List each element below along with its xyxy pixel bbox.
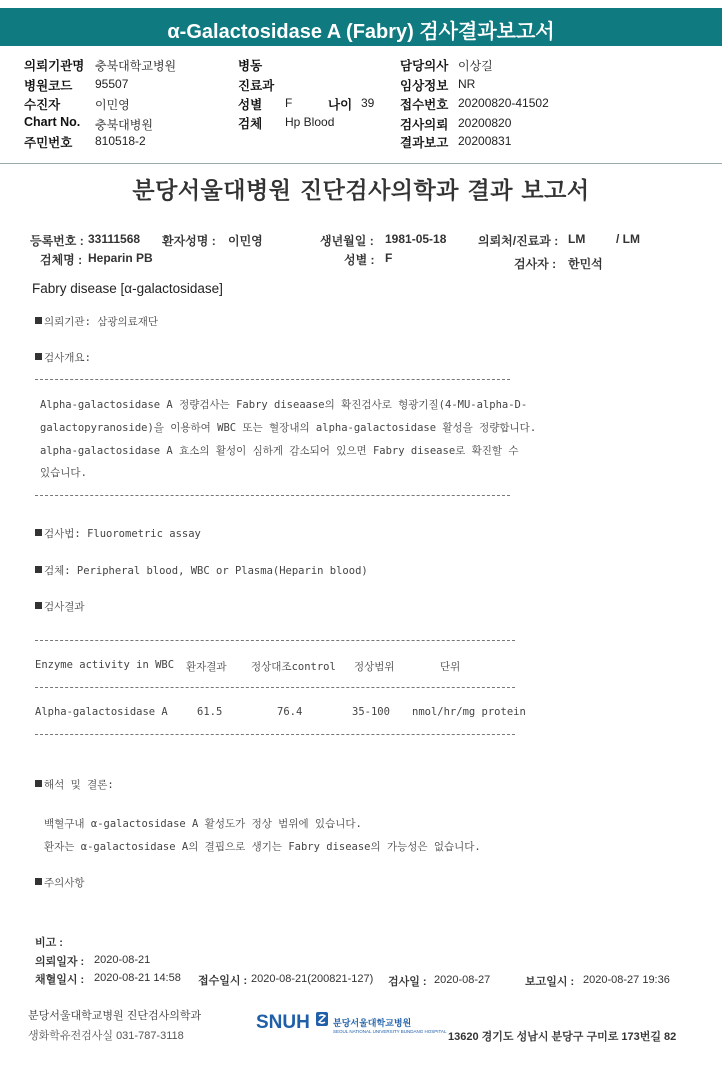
resident-no-label: 주민번호 <box>24 136 73 150</box>
bullet-square <box>35 566 42 573</box>
reg-no-value: 33111568 <box>88 232 141 246</box>
bullet-square <box>35 353 42 360</box>
bullet-square <box>35 317 42 324</box>
receipt-no-value: 20200820-41502 <box>458 96 549 110</box>
bullet-square <box>35 529 42 536</box>
overview-line-1: Alpha-galactosidase A 정량검사는 Fabry diseaase의 확진검사로 형광기질(4-MU-alpha-D- <box>40 399 528 411</box>
org-name: 분당서울대학교병원 진단검사의학과 <box>28 1010 202 1022</box>
ward-label: 병동 <box>238 59 263 73</box>
receipt-no-label: 접수번호 <box>400 98 449 112</box>
request-date-label: 의뢰일자 : <box>35 956 85 968</box>
header-divider <box>0 163 722 164</box>
patient-label: 환자성명 : <box>162 234 216 248</box>
note-label: 비고 : <box>35 937 63 949</box>
institution-value: 충북대학교병원 <box>95 59 177 73</box>
bullet-square <box>35 780 42 787</box>
dashed-divider <box>35 379 510 380</box>
institution-line: 의뢰기관: 삼광의료재단 <box>35 314 158 329</box>
specimen-label: 검체 <box>238 117 263 131</box>
specimen-value-report: Heparin PB <box>88 251 153 265</box>
report-main-title: α-Galactosidase A (Fabry) 검사결과보고서 <box>167 21 555 43</box>
age-label: 나이 <box>328 98 353 112</box>
dept-label-report: 의뢰처/진료과 : <box>478 234 559 248</box>
report-date-value: 2020-08-27 19:36 <box>583 974 670 986</box>
hospital-code-label: 병원코드 <box>24 79 73 93</box>
specimen-value: Hp Blood <box>285 115 335 129</box>
snuh-logo-mark-icon <box>316 1012 328 1026</box>
clinical-label: 임상정보 <box>400 79 449 93</box>
institution-label: 의뢰기관명 <box>24 59 85 73</box>
table-cell-unit: nmol/hr/mg protein <box>412 706 526 718</box>
table-header-range: 정상범위 <box>354 661 395 673</box>
sex-value-report: F <box>385 251 393 265</box>
report-date-label: 보고일시 : <box>525 976 575 988</box>
collect-value: 2020-08-21 14:58 <box>94 972 181 984</box>
table-cell-control: 76.4 <box>277 706 303 718</box>
table-cell-patient: 61.5 <box>197 706 223 718</box>
doctor-label: 담당의사 <box>400 59 449 73</box>
test-date-value: 2020-08-27 <box>434 974 491 986</box>
report-label: 결과보고 <box>400 136 449 150</box>
receipt-value: 2020-08-21(200821-127) <box>251 973 374 985</box>
sex-label: 성별 <box>238 98 263 112</box>
table-header-control: 정상대조control <box>251 661 336 673</box>
request-value: 20200820 <box>458 116 512 130</box>
dashed-divider <box>35 734 515 735</box>
interpretation-heading: 해석 및 결론: <box>35 777 114 792</box>
bullet-square <box>35 602 42 609</box>
dashed-divider <box>35 687 515 688</box>
dashed-divider <box>35 640 515 641</box>
dept-value: LM <box>568 232 586 246</box>
collect-label: 채혈일시 : <box>35 974 85 986</box>
request-label: 검사의뢰 <box>400 118 449 132</box>
interpretation-line-2: 환자는 α-galactosidase A의 결핍으로 생기는 Fabry disease의 가능성은 없습니다. <box>44 841 481 853</box>
resident-no-value: 810518-2 <box>95 134 146 148</box>
table-header-patient: 환자결과 <box>186 661 227 673</box>
report-header-bar <box>0 8 722 46</box>
chart-no-label: Chart No. <box>24 115 81 129</box>
examiner-value: 한민석 <box>568 257 603 271</box>
table-header-enzyme: Enzyme activity in WBC <box>35 659 175 671</box>
overview-line-3: alpha-galactosidase A 효소의 활성이 심하게 감소되어 있으면 Fabry disease로 확진할 수 <box>40 445 519 457</box>
overview-line-4: 있습니다. <box>40 467 87 479</box>
sex-label-report: 성별 : <box>344 253 375 267</box>
bullet-square <box>35 878 42 885</box>
reg-no-label: 등록번호 : <box>30 234 84 248</box>
examiner-label: 검사자 : <box>514 257 557 271</box>
lab-phone: 생화학유전검사실 031-787-3118 <box>28 1030 184 1042</box>
dob-label: 생년월일 : <box>320 234 374 248</box>
table-cell-enzyme: Alpha-galactosidase A <box>35 706 168 718</box>
age-value: 39 <box>361 96 375 110</box>
sex-value: F <box>285 96 293 110</box>
specimen-label-report: 검체명 : <box>40 253 83 267</box>
snuh-logo <box>256 1012 328 1034</box>
hospital-address: 13620 경기도 성남시 분당구 구미로 173번길 82 <box>448 1031 677 1043</box>
method-line: 검사법: Fluorometric assay <box>35 526 201 541</box>
overview-heading: 검사개요: <box>35 350 91 365</box>
clinical-value: NR <box>458 77 476 91</box>
overview-line-2: galactopyranoside)을 이용하여 WBC 또는 혈장내의 alpha-galactosidase 활성을 정량합니다. <box>40 422 537 434</box>
specimen-line: 검체: Peripheral blood, WBC or Plasma(Heparin blood) <box>35 563 368 578</box>
hospital-code-value: 95507 <box>95 77 129 91</box>
snuh-logo-english: SEOUL NATIONAL UNIVERSITY BUNDANG HOSPITAL <box>333 1029 447 1034</box>
patient-value: 이민영 <box>228 234 263 248</box>
table-header-unit: 단위 <box>440 661 461 673</box>
test-date-label: 검사일 : <box>388 976 427 988</box>
caution-heading: 주의사항 <box>35 875 85 890</box>
recipient-label: 수진자 <box>24 98 61 112</box>
table-cell-range: 35-100 <box>352 706 390 718</box>
doctor-value: 이상길 <box>458 59 493 73</box>
dob-value: 1981-05-18 <box>385 232 447 246</box>
request-date-value: 2020-08-21 <box>94 954 151 966</box>
dept-label: 진료과 <box>238 79 275 93</box>
snuh-logo-korean: 분당서울대학교병원 <box>333 1019 412 1029</box>
report-subtitle: Fabry disease [α-galactosidase] <box>32 281 223 296</box>
snuh-logo-text: SNUH <box>256 1012 310 1033</box>
recipient-value: 이민영 <box>95 98 130 112</box>
chart-no-value: 충북대병원 <box>95 118 153 132</box>
interpretation-line-1: 백혈구내 α-galactosidase A 활성도가 정상 범위에 있습니다. <box>44 818 362 830</box>
report-value: 20200831 <box>458 134 512 148</box>
dept-value-2: / LM <box>616 232 640 246</box>
receipt-label: 접수일시 : <box>198 975 248 987</box>
result-heading: 검사결과 <box>35 599 85 614</box>
dashed-divider <box>35 495 510 496</box>
report-title: 분당서울대병원 진단검사의학과 결과 보고서 <box>132 178 590 204</box>
